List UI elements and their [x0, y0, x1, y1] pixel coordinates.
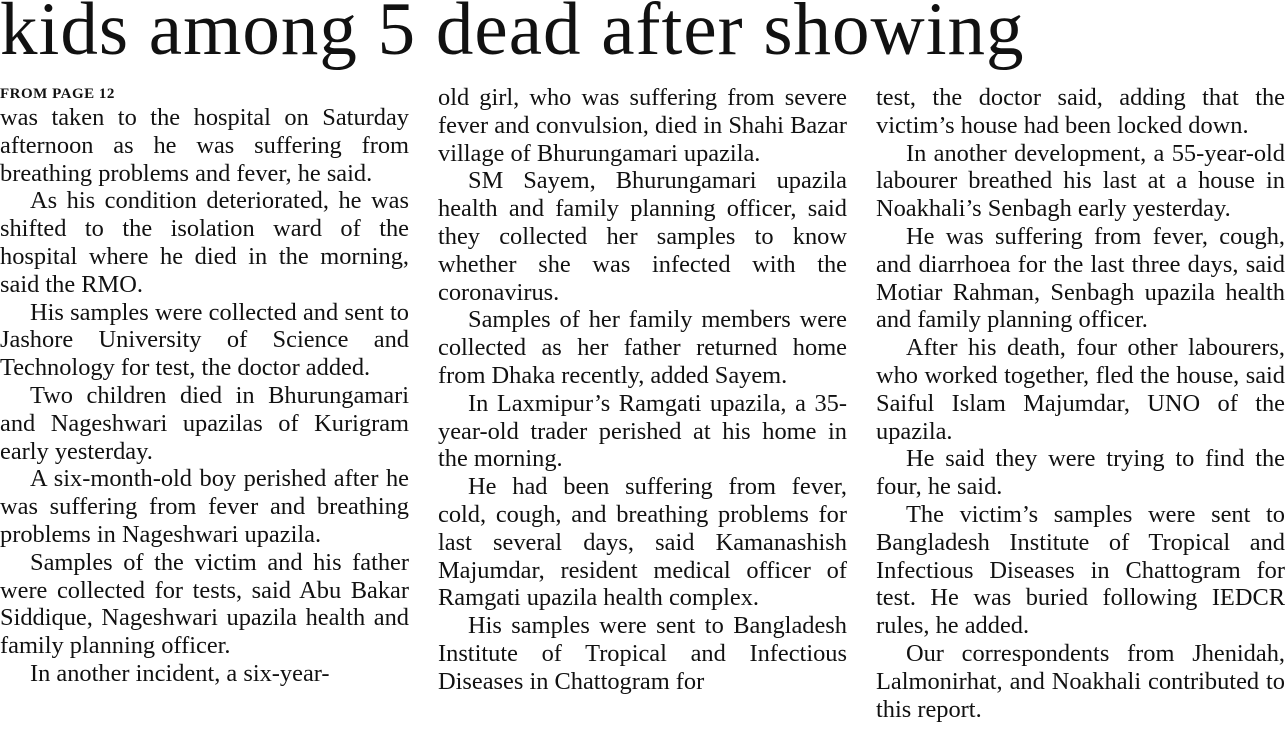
paragraph: After his death, four other labourers, who worked together, fled the house, said Saiful Islam Majumdar, UNO of the upazila. [876, 334, 1285, 445]
paragraph: Samples of the victim and his father were collected for tests, said Abu Bakar Siddique, Nageshwari upazila health and family planning officer. [0, 548, 409, 660]
article-column-2 [438, 84, 847, 696]
paragraph: He had been suffering from fever, cold, cough, and breathing problems for last several days, said Kamanashish Majumdar, resident medical officer of Ramgati upazila health complex. [438, 473, 847, 612]
paragraph: SM Sayem, Bhurungamari upazila health and family planning officer, said they collected her samples to know whether she was infected with the coronavirus. [438, 167, 847, 306]
paragraph: His samples were sent to Bangladesh Institute of Tropical and Infectious Diseases in Chattogram for [438, 612, 847, 695]
jump-line: FROM PAGE 12 [0, 86, 115, 102]
paragraph: In Laxmipur’s Ramgati upazila, a 35-year-old trader perished at his home in the morning. [438, 389, 847, 473]
paragraph: He was suffering from fever, cough, and diarrhoea for the last three days, said Motiar Rahman, Senbagh upazila health and family planning officer. [876, 222, 1285, 334]
paragraph: He said they were trying to find the four, he said. [876, 445, 1285, 501]
paragraph: The victim’s samples were sent to Bangladesh Institute of Tropical and Infectious Diseases in Chattogram for test. He was buried following IEDCR rules, he added. [876, 500, 1285, 640]
paragraph: Samples of her family members were collected as her father returned home from Dhaka recently, added Sayem. [438, 306, 847, 389]
paragraph: Two children died in Bhurungamari and Nageshwari upazilas of Kurigram early yesterday. [0, 381, 409, 465]
paragraph: His samples were collected and sent to Jashore University of Science and Technology for test, the doctor added. [0, 298, 409, 382]
paragraph: A six-month-old boy perished after he was suffering from fever and breathing problems in Nageshwari upazila. [0, 465, 409, 548]
paragraph: Our correspondents from Jhenidah, Lalmonirhat, and Noakhali contributed to this report. [876, 639, 1285, 723]
paragraph: In another development, a 55-year-old labourer breathed his last at a house in Noakhali’s Senbagh early yesterday. [876, 139, 1285, 223]
paragraph: old girl, who was suffering from severe fever and convulsion, died in Shahi Bazar village of Bhurungamari upazila. [438, 84, 847, 167]
paragraph: In another incident, a six-year- [30, 659, 330, 687]
paragraph: test, the doctor said, adding that the victim’s house had been locked down. [876, 84, 1285, 139]
paragraph: was taken to the hospital on Saturday afternoon as he was suffering from breathing problems and fever, he said. [0, 104, 409, 187]
article-column-1 [0, 84, 409, 688]
article-column-3 [876, 84, 1285, 723]
headline: kids among 5 dead after showing [0, 0, 1025, 71]
paragraph: As his condition deteriorated, he was shifted to the isolation ward of the hospital where he died in the morning, said the RMO. [0, 187, 409, 298]
